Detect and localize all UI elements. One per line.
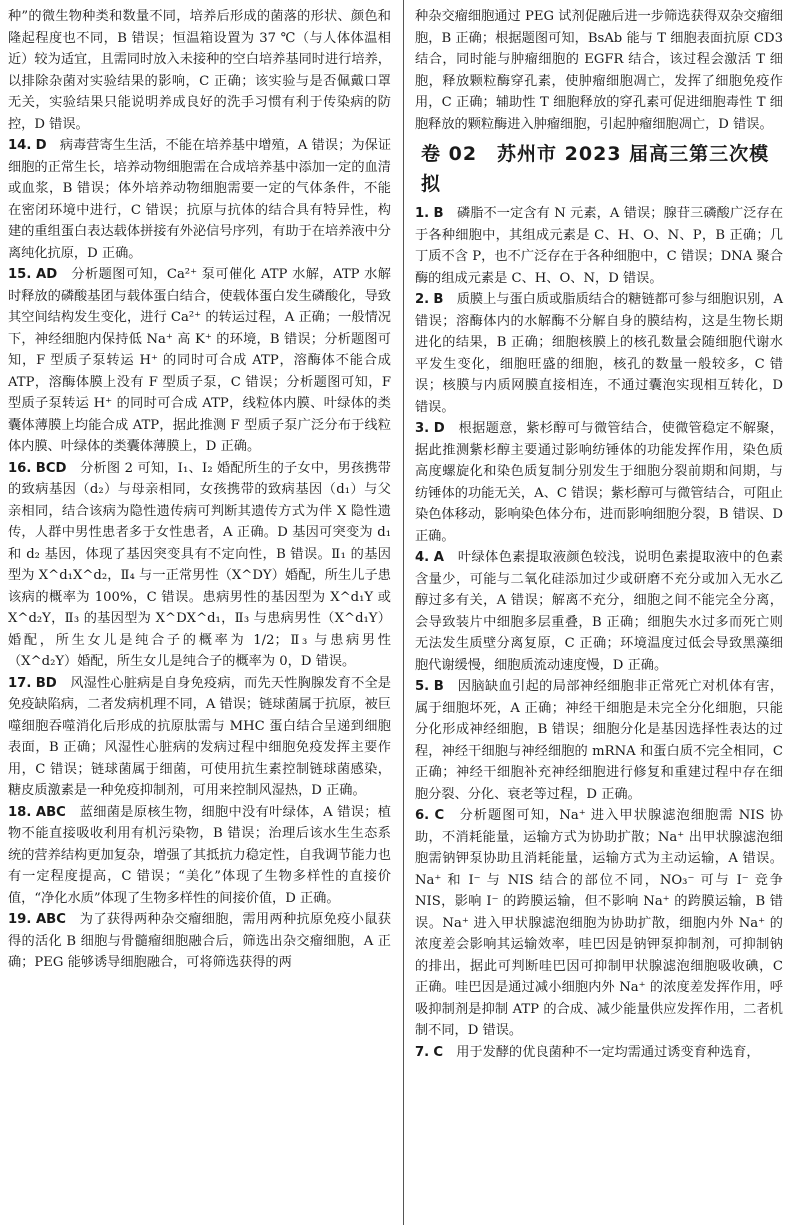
continuation-paragraph: 种杂交瘤细胞通过 PEG 试剂促融后进一步筛选获得双杂交瘤细胞，B 正确；根据题图可知，BsAb 能与 T 细胞表面抗原 CD3 结合，同时能与肿瘤细胞的 EGFR 结合，该过程会激活 T 细胞，释放颗粒酶穿孔素，使肿瘤细胞凋亡，发挥了细胞免疫作用，C 正确；辅助性 T 细胞释放的穿孔素可促进细胞毒性 T 细胞释放的颗粒酶进入肿瘤细胞，引起肿瘤细胞凋亡，D 错误。 bbox=[415, 9, 783, 132]
answer-key: BCD bbox=[35, 460, 67, 476]
question-number: 7. bbox=[415, 1044, 430, 1060]
question-number: 3. bbox=[415, 421, 430, 436]
answer-key: B bbox=[433, 679, 444, 694]
explanation-text: 用于发酵的优良菌种不一定均需通过诱变育种选育， bbox=[456, 1044, 760, 1060]
answer-item bbox=[415, 203, 783, 289]
answer-item bbox=[415, 805, 783, 1042]
answer-item bbox=[8, 802, 391, 910]
answer-item bbox=[8, 264, 391, 458]
answer-list bbox=[415, 203, 783, 1063]
answer-key: B bbox=[433, 292, 444, 307]
answer-item bbox=[8, 673, 391, 802]
answer-item bbox=[415, 1042, 783, 1064]
question-number: 14. bbox=[8, 138, 32, 153]
left-column bbox=[8, 6, 391, 974]
question-number: 2. bbox=[415, 292, 430, 307]
question-number: 5. bbox=[415, 679, 430, 694]
answer-item bbox=[415, 289, 783, 418]
question-number: 6. bbox=[415, 808, 430, 823]
section-title: 卷 02 苏州市 2023 届高三第三次模拟 bbox=[421, 143, 770, 195]
question-number: 17. bbox=[8, 675, 32, 691]
explanation-text: 为了获得两种杂交瘤细胞，需用两种抗原免疫小鼠获得的活化 B 细胞与骨髓瘤细胞融合后，筛选出杂交瘤细胞，A 正确；PEG 能够诱导细胞融合，可将筛选获得的两 bbox=[8, 912, 391, 970]
answer-key: A bbox=[433, 550, 444, 565]
answer-item bbox=[8, 458, 391, 673]
answer-key: C bbox=[434, 808, 445, 823]
continuation-paragraph: 种”的微生物种类和数量不同，培养后形成的菌落的形状、颜色和隆起程度也不同，B 错误；恒温箱设置为 37 ℃（与人体体温相近）较为适宜，且需同时放入未接种的空白培养基同时进行培养，以排除杂菌对实验结果的影响，C 正确；该实验与是否佩戴口罩无关，实验结果只能说明养成良好的洗手习惯有利于传染病的防控，D 错误。 bbox=[8, 9, 391, 132]
question-number: 15. bbox=[8, 267, 32, 282]
explanation-text: 叶绿体色素提取液颜色较浅，说明色素提取液中的色素含量少，可能与二氧化硅添加过少或研磨不充分或加入无水乙醇过多有关，A 错误；解离不充分，细胞之间不能完全分离，会导致装片中细胞多层重叠，B 正确；细胞失水过多而死亡则无法发生质壁分离复原，C 正确；环境温度过低会导致黑藻细胞代谢缓慢，细胞质流动速度慢，D 正确。 bbox=[415, 550, 784, 673]
explanation-text: 蓝细菌是原核生物，细胞中没有叶绿体，A 错误；植物不能直接吸收利用有机污染物，B 错误；治理后该水生生态系统的营养结构更加复杂，增强了其抵抗力稳定性，自我调节能力也有一定程度提高，C 错误；“美化”体现了生物多样性的直接价值，“净化水质”体现了生物多样性的间接价值，D 正确。 bbox=[8, 804, 391, 906]
question-number: 4. bbox=[415, 550, 430, 565]
answer-item bbox=[415, 547, 783, 676]
question-number: 19. bbox=[8, 912, 32, 927]
explanation-text: 风湿性心脏病是自身免疫病，而先天性胸腺发育不全是免疫缺陷病，二者发病机理不同，A 错误；链球菌属于抗原，被巨噬细胞吞噬消化后形成的抗原肽需与 MHC 蛋白结合呈递到细胞表面，B 正确；风湿性心脏病的发病过程中细胞免疫发挥主要作用，C 错误；链球菌属于细菌，可使用抗生素控制链球菌感染，糖皮质激素是一种免疫抑制剂，可用来控制风湿热，D 正确。 bbox=[8, 675, 391, 798]
question-number: 1. bbox=[415, 206, 430, 221]
answer-item bbox=[415, 676, 783, 805]
answer-key: C bbox=[433, 1044, 444, 1060]
answer-item bbox=[8, 909, 391, 974]
column-divider bbox=[403, 0, 404, 1225]
explanation-text: 分析题图可知，Ca²⁺ 泵可催化 ATP 水解，ATP 水解时释放的磷酸基团与载体蛋白结合，使载体蛋白发生磷酸化，导致其空间结构发生变化，进行 Ca²⁺ 的转运过程，A 正确；一般情况下，神经细胞内保持低 Na⁺ 高 K⁺ 的环境，B 错误；分析题图可知，F 型质子泵转运 H⁺ 的同时可合成 ATP，溶酶体不能合成 ATP，溶酶体膜上没有 F 型质子泵，C 错误；分析题图可知，F 型质子泵转运 H⁺ 的同时可合成 ATP，线粒体内膜、叶绿体的类囊体薄膜上均能合成 ATP，据此推测 F 型质子泵广泛分布于线粒体内膜、叶绿体的类囊体薄膜上，D 正确。 bbox=[8, 267, 391, 454]
answer-key: AD bbox=[36, 267, 58, 282]
answer-key: D bbox=[35, 138, 47, 153]
explanation-text: 根据题意，紫杉醇可与微管结合，使微管稳定不解聚，据此推测紫杉醇主要通过影响纺锤体的功能发挥作用，染色质高度螺旋化和染色质复制分别发生于细胞分裂前期和间期，与纺锤体的功能无关，A、C 错误；紫杉醇可与微管结合，可阻止染色体移动，影响染色体分布，进而影响细胞分裂，B 错误、D 正确。 bbox=[415, 421, 784, 544]
explanation-text: 质膜上与蛋白质或脂质结合的糖链都可参与细胞识别，A 错误；溶酶体内的水解酶不分解自身的膜结构，这是生物长期进化的结果，B 正确；细胞核膜上的核孔数量会随细胞代谢水平发生变化，细胞旺盛的细胞，核孔的数量一般较多，C 错误；核膜与内质网膜直接相连，不通过囊泡实现相互转化，D 错误。 bbox=[415, 292, 784, 415]
explanation-text: 分析题图可知，Na⁺ 进入甲状腺滤泡细胞需 NIS 协助，不消耗能量，运输方式为协助扩散；Na⁺ 出甲状腺滤泡细胞需钠钾泵协助且消耗能量，运输方式为主动运输，A 错误。Na⁺ 和 I⁻ 与 NIS 结合的部位不同，NO₃⁻ 可与 I⁻ 竞争 NIS，影响 I⁻ 的跨膜运输，但不影响 Na⁺ 的跨膜运输，B 错误。Na⁺ 进入甲状腺滤泡细胞为协助扩散，细胞内外 Na⁺ 的浓度差会影响其运输效率，哇巴因是钠钾泵抑制剂，可抑制钠的排出，据此可判断哇巴因可抑制甲状腺滤泡细胞吸收碘，C 正确。哇巴因是通过减小细胞内外 Na⁺ 的浓度差发挥作用，呼吸抑制剂是抑制 ATP 的合成、减少能量供应发挥作用，二者机制不同，D 错误。 bbox=[415, 808, 783, 1038]
answer-item bbox=[8, 135, 391, 264]
answer-item bbox=[415, 418, 783, 547]
answer-key: BD bbox=[35, 675, 57, 691]
explanation-text: 因脑缺血引起的局部神经细胞非正常死亡对机体有害，属于细胞坏死，A 正确；神经干细胞是未完全分化细胞，只能分化形成神经细胞，B 错误；细胞分化是基因选择性表达的过程，神经干细胞与神经细胞的 mRNA 和蛋白质不完全相同，C 正确；神经干细胞补充神经细胞进行修复和重建过程中存在细胞分裂、分化、衰老等过程，D 正确。 bbox=[415, 679, 784, 802]
explanation-text: 病毒营寄生生活，不能在培养基中增殖，A 错误；为保证细胞的正常生长，培养动物细胞需在合成培养基中添加一定的血清或血浆，B 错误；体外培养动物细胞需要一定的气体条件，不能在密闭环境中进行，C 错误；抗原与抗体的结合具有特异性，构建的重组蛋白表达载体拼接有外泌信号序列，有助于在培养液中分离纯化抗原，D 正确。 bbox=[8, 138, 392, 261]
explanation-text: 磷脂不一定含有 N 元素，A 错误；腺苷三磷酸广泛存在于各种细胞中，其组成元素是 C、H、O、N、P，B 正确；几丁质不含 P，也不广泛存在于各种细胞中，C 错误；DNA 聚合酶的组成元素是 C、H、O、N，D 错误。 bbox=[415, 206, 784, 286]
question-number: 16. bbox=[8, 460, 32, 476]
answer-key: ABC bbox=[35, 912, 66, 927]
answer-key: ABC bbox=[35, 804, 66, 820]
right-column bbox=[415, 6, 783, 1063]
answer-list bbox=[8, 135, 391, 974]
answer-key: D bbox=[433, 421, 445, 436]
question-number: 18. bbox=[8, 804, 32, 820]
answer-key: B bbox=[433, 206, 444, 221]
explanation-text: 分析图 2 可知，Ⅰ₁、Ⅰ₂ 婚配所生的子女中，男孩携带的致病基因（d₂）与母亲相同，女孩携带的致病基因（d₁）与父亲相同，结合该病为隐性遗传病可判断其遗传方式为伴 X 隐性遗传，人群中男性患者多于女性患者，A 正确。D 基因可突变为 d₁ 和 d₂ 基因，体现了基因突变具有不定向性，B 错误。Ⅱ₁ 的基因型为 X^d₁X^d₂，Ⅱ₄ 与一正常男性（X^DY）婚配，所生儿子患该病的概率为 100%，C 错误。患病男性的基因型为 X^d₁Y 或 X^d₂Y，Ⅱ₃ 的基因型为 X^DX^d₁，Ⅱ₃ 与患病男性（X^d₁Y）婚配，所生女儿是纯合子的概率为 1/2；Ⅱ₃ 与患病男性（X^d₂Y）婚配，所生女儿是纯合子的概率为 0，D 错误。 bbox=[8, 460, 391, 669]
